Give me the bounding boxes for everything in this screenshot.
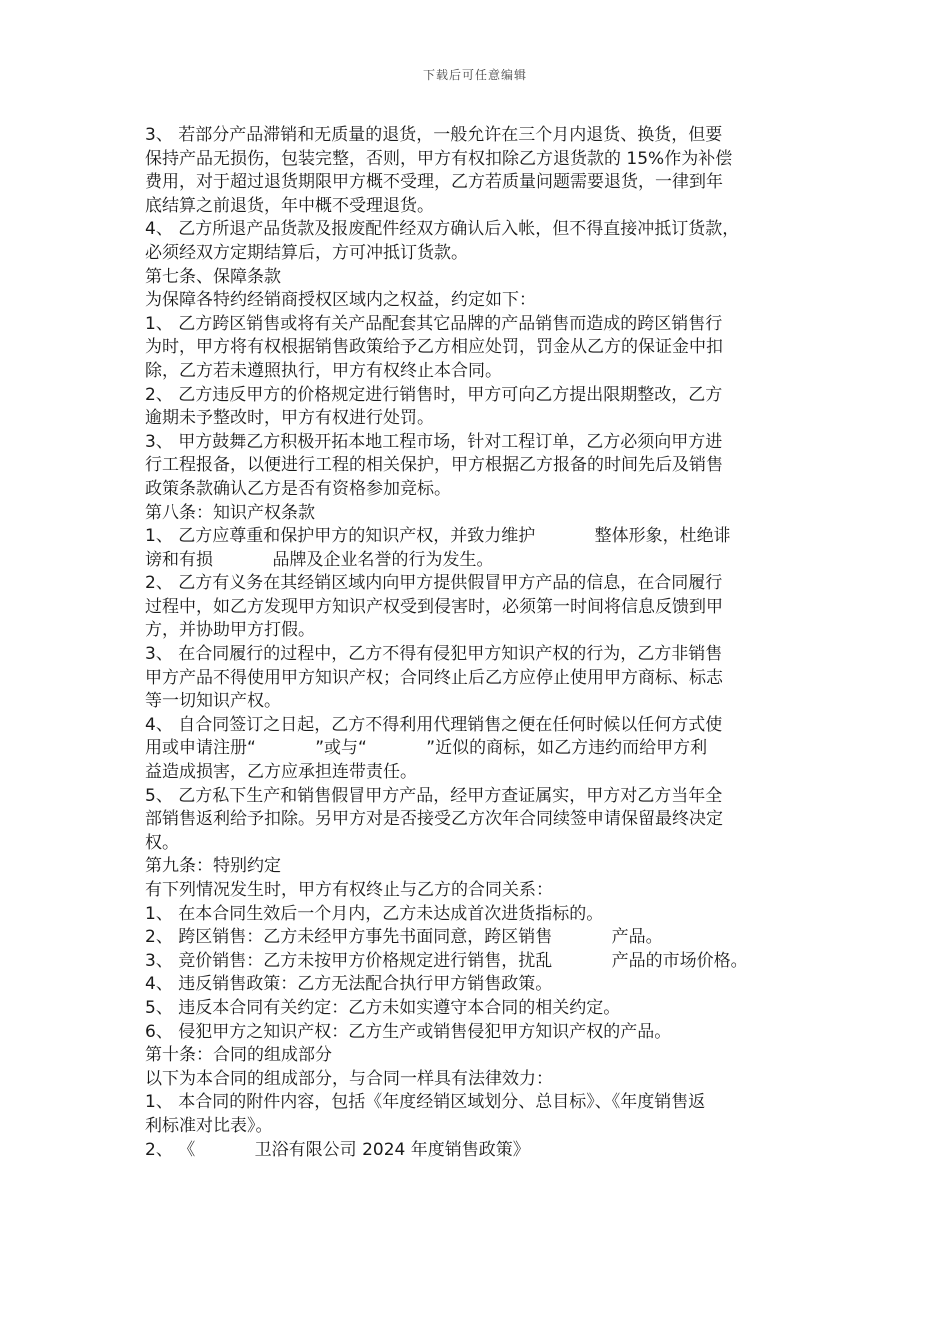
text-line: 行工程报备，以便进行工程的相关保护，甲方根据乙方报备的时间先后及销售: [145, 455, 723, 476]
text-line: 1、 乙方跨区销售或将有关产品配套其它品牌的产品销售而造成的跨区销售行: [145, 313, 723, 334]
text-line: 1、 在本合同生效后一个月内，乙方未达成首次进货指标的。: [145, 903, 604, 924]
text-line: 2、 《 卫浴有限公司 2024 年度销售政策》: [145, 1139, 530, 1160]
text-line: 保持产品无损伤，包装完整，否则，甲方有权扣除乙方退货款的 15%作为补偿: [145, 148, 733, 169]
text-line: 3、 甲方鼓舞乙方积极开拓本地工程市场，针对工程订单，乙方必须向甲方进: [145, 431, 723, 452]
text-line: 益造成损害，乙方应承担连带责任。: [145, 762, 417, 783]
text-line: 4、 违反销售政策：乙方无法配合执行甲方销售政策。: [145, 974, 553, 995]
text-line: 过程中，如乙方发现甲方知识产权受到侵害时，必须第一时间将信息反馈到甲: [145, 596, 723, 617]
text-line: 政策条款确认乙方是否有资格参加竞标。: [145, 478, 451, 499]
text-line: 方，并协助甲方打假。: [145, 620, 315, 641]
text-line: 1、 本合同的附件内容，包括《年度经销区域划分、总目标》、《年度销售返: [145, 1092, 706, 1113]
text-line: 用或申请注册“ ”或与“ ”近似的商标，如乙方违约而给甲方利: [145, 738, 708, 759]
text-line: 第十条：合同的组成部分: [145, 1045, 332, 1066]
text-line: 2、 跨区销售：乙方未经甲方事先书面同意，跨区销售 产品。: [145, 927, 663, 948]
text-line: 甲方产品不得使用甲方知识产权；合同终止后乙方应停止使用甲方商标、标志: [145, 667, 723, 688]
text-line: 第七条、保障条款: [145, 266, 281, 287]
text-line: 6、 侵犯甲方之知识产权：乙方生产或销售侵犯甲方知识产权的产品。: [145, 1021, 672, 1042]
text-line: 2、 乙方违反甲方的价格规定进行销售时，甲方可向乙方提出限期整改，乙方: [145, 384, 723, 405]
text-line: 底结算之前退货，年中概不受理退货。: [145, 195, 434, 216]
text-line: 5、 违反本合同有关约定：乙方未如实遵守本合同的相关约定。: [145, 997, 621, 1018]
text-line: 5、 乙方私下生产和销售假冒甲方产品，经甲方查证属实，甲方对乙方当年全: [145, 785, 723, 806]
text-line: 有下列情况发生时，甲方有权终止与乙方的合同关系：: [145, 880, 553, 900]
page-header: 下载后可任意编辑: [422, 68, 527, 82]
text-line: 以下为本合同的组成部分，与合同一样具有法律效力：: [145, 1068, 553, 1089]
text-line: 部销售返利给予扣除。另甲方对是否接受乙方次年合同续签申请保留最终决定: [145, 809, 723, 830]
document-body: [145, 124, 805, 1162]
text-line: 2、 乙方有义务在其经销区域内向甲方提供假冒甲方产品的信息，在合同履行: [145, 573, 723, 594]
text-line: 第八条：知识产权条款: [145, 502, 315, 523]
text-line: 4、 自合同签订之日起，乙方不得利用代理销售之便在任何时候以任何方式使: [145, 714, 723, 735]
text-line: 3、 竞价销售：乙方未按甲方价格规定进行销售，扰乱 产品的市场价格。: [145, 950, 748, 971]
text-line: 逾期未予整改时，甲方有权进行处罚。: [145, 408, 434, 429]
text-line: 第九条：特别约定: [145, 856, 281, 877]
text-line: 费用，对于超过退货期限甲方概不受理，乙方若质量问题需要退货，一律到年: [145, 172, 723, 193]
text-line: 为时，甲方将有权根据销售政策给予乙方相应处罚，罚金从乙方的保证金中扣: [145, 337, 723, 358]
text-line: 利标准对比表》。: [145, 1115, 273, 1136]
text-line: 权。: [145, 832, 179, 853]
text-line: 等一切知识产权。: [145, 691, 281, 712]
text-line: 3、 若部分产品滞销和无质量的退货，一般允许在三个月内退货、换货，但要: [145, 125, 723, 145]
text-line: 谤和有损 品牌及企业名誉的行为发生。: [145, 549, 494, 570]
text-line: 必须经双方定期结算后，方可冲抵订货款。: [145, 242, 468, 263]
text-line: 除，乙方若未遵照执行，甲方有权终止本合同。: [145, 360, 502, 381]
text-line: 4、 乙方所退产品货款及报废配件经双方确认后入帐，但不得直接冲抵订货款，: [145, 219, 740, 240]
text-line: 1、 乙方应尊重和保护甲方的知识产权，并致力维护 整体形象，杜绝诽: [145, 526, 731, 547]
text-line: 3、 在合同履行的过程中，乙方不得有侵犯甲方知识产权的行为，乙方非销售: [145, 644, 723, 665]
text-line: 为保障各特约经销商授权区域内之权益，约定如下：: [145, 290, 536, 311]
